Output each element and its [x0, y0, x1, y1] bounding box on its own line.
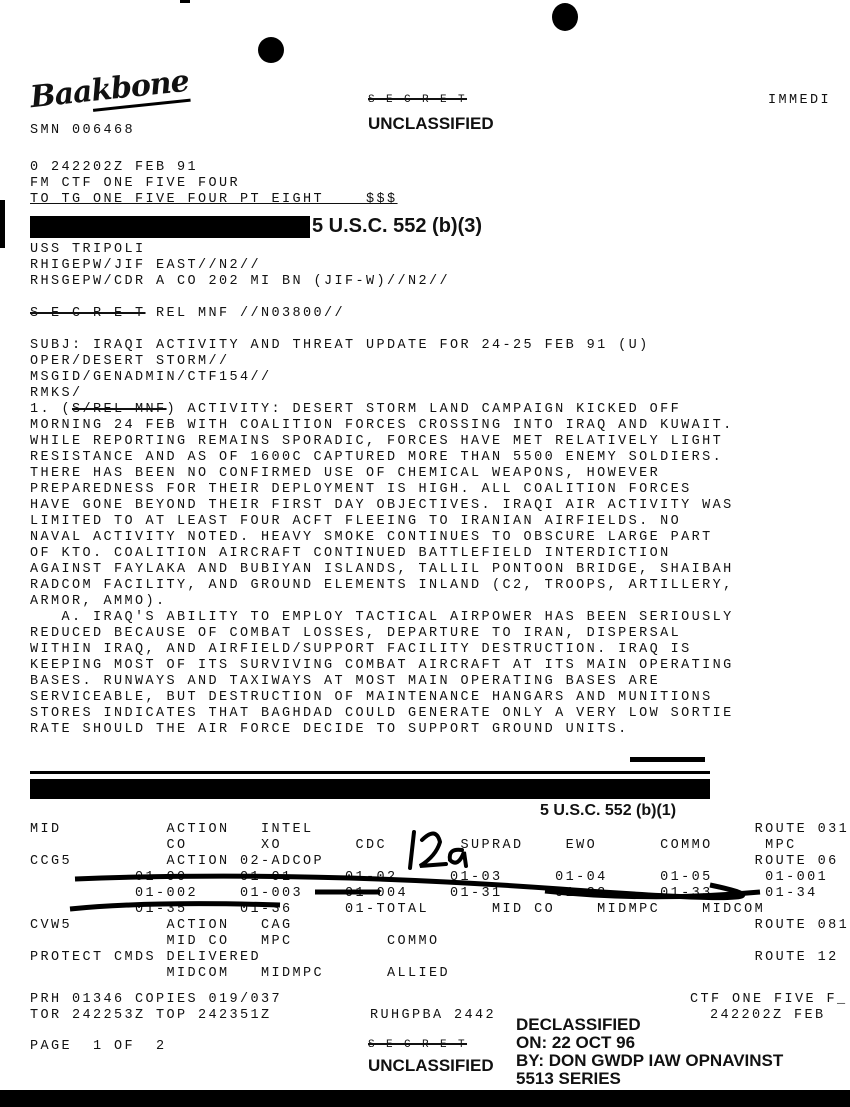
rmks-line: RMKS/: [30, 386, 83, 401]
footer-line: TOR 242253Z TOP 242351Z: [30, 1008, 272, 1023]
body-line: A. IRAQ'S ABILITY TO EMPLOY TACTICAL AIRPOWER HAS BEEN SERIOUSLY: [30, 610, 734, 625]
footer-dtg: 242202Z FEB: [710, 1008, 826, 1023]
serial-number: SMN 006468: [30, 123, 136, 138]
footer-line: PRH 01346 COPIES 019/037: [30, 992, 283, 1007]
addressee: RHIGEPW/JIF EAST//N2//: [30, 258, 262, 273]
exemption-b1: 5 U.S.C. 552 (b)(1): [540, 802, 677, 819]
strike-mark: [315, 891, 760, 897]
msgid-line: MSGID/GENADMIN/CTF154//: [30, 370, 272, 385]
para-first-line: ) ACTIVITY: DESERT STORM LAND CAMPAIGN KICKED OFF: [166, 402, 682, 417]
message-id: RUHGPBA 2442: [370, 1008, 497, 1023]
body-line: KEEPING MOST OF ITS SURVIVING COMBAT AIRCRAFT AT ITS MAIN OPERATING: [30, 658, 734, 673]
scan-edge: [0, 1090, 850, 1107]
body-line: RATE SHOULD THE AIR FORCE DECIDE TO SUPPORT GROUND UNITS.: [30, 722, 629, 737]
distribution-line: 01-35 01-36 01-TOTAL MID CO MIDMPC MIDCOM: [30, 902, 766, 917]
classification-label: UNCLASSIFIED: [368, 114, 494, 133]
declass-line: ON: 22 OCT 96: [516, 1033, 636, 1052]
body-line: LIMITED TO AT LEAST FOUR ACFT FLEEING TO IRANIAN AIRFIELDS. NO: [30, 514, 682, 529]
handwritten-logo: Baakbone: [28, 63, 191, 116]
body-line: MORNING 24 FEB WITH COALITION FORCES CROSSING INTO IRAQ AND KUWAIT.: [30, 418, 734, 433]
handwritten-stroke: [410, 832, 414, 868]
body-line: RADCOM FACILITY, AND GROUND ELEMENTS INLAND (C2, TROOPS, ARTILLERY,: [30, 578, 734, 593]
handwritten-stroke: [450, 850, 466, 866]
body-line: THERE HAS BEEN NO CONFIRMED USE OF CHEMICAL WEAPONS, HOWEVER: [30, 466, 661, 481]
strike-mark: [70, 904, 280, 909]
distribution-line: 01-00 01-01 01-02 01-03 01-04 01-05 01-001: [30, 870, 829, 885]
body-line: WHILE REPORTING REMAINS SPORADIC, FORCES HAVE MET RELATIVELY LIGHT: [30, 434, 724, 449]
body-line: STORES INDICATES THAT BAGHDAD COULD GENERATE ONLY A VERY LOW SORTIE: [30, 706, 734, 721]
footer-originator: CTF ONE FIVE F_: [690, 992, 848, 1007]
declass-line: 5513 SERIES: [516, 1069, 621, 1088]
distribution-line: CCG5 ACTION 02-ADCOP ROUTE 06: [30, 854, 839, 869]
routing-line: TO TG ONE FIVE FOUR PT EIGHT $$$: [30, 192, 398, 207]
declass-line: BY: DON GWDP IAW OPNAVINST: [516, 1051, 784, 1070]
body-line: RESISTANCE AND AS OF 1600C CAPTURED MORE THAN 5500 ENEMY SOLDIERS.: [30, 450, 724, 465]
handwritten-note-drawing: [410, 832, 466, 868]
distribution-line: MID CO MPC COMMO: [30, 934, 440, 949]
distribution-line: PROTECT CMDS DELIVERED ROUTE 12: [30, 950, 839, 965]
classification-struck: S E C R E T: [368, 94, 468, 106]
para-classification-struck: S/REL MNF: [72, 402, 167, 417]
classification-label: UNCLASSIFIED: [368, 1056, 494, 1075]
addressee: RHSGEPW/CDR A CO 202 MI BN (JIF-W)//N2//: [30, 274, 451, 289]
routing-line: FM CTF ONE FIVE FOUR: [30, 176, 241, 191]
release-struck: S E C R E T: [30, 306, 146, 321]
body-line: OF KTO. COALITION AIRCRAFT CONTINUED BATTLEFIELD INTERDICTION: [30, 546, 671, 561]
body-line: WITHIN IRAQ, AND AIRFIELD/SUPPORT FACILITY DESTRUCTION. IRAQ IS: [30, 642, 692, 657]
addressee: USS TRIPOLI: [30, 242, 146, 257]
distribution-line: CO XO CDC SUPRAD EWO COMMO MPC: [30, 838, 797, 853]
body-line: NAVAL ACTIVITY NOTED. HEAVY SMOKE CONTINUES TO OBSCURE LARGE PART: [30, 530, 713, 545]
body-line: REDUCED BECAUSE OF COMBAT LOSSES, DEPARTURE TO IRAN, DISPERSAL: [30, 626, 682, 641]
distribution-line: 01-002 01-003 01-004 01-31 01-32 01-33 01-34: [30, 886, 818, 901]
declass-line: DECLASSIFIED: [516, 1015, 641, 1034]
exemption-b3: 5 U.S.C. 552 (b)(3): [312, 215, 483, 237]
body-line: PREPAREDNESS FOR THEIR DEPLOYMENT IS HIGH. ALL COALITION FORCES: [30, 482, 692, 497]
para-prefix: 1. (: [30, 402, 73, 417]
distribution-line: MID ACTION INTEL ROUTE 031: [30, 822, 850, 837]
classification-struck: S E C R E T: [368, 1039, 468, 1051]
body-line: BASES. RUNWAYS AND TAXIWAYS AT MOST MAIN OPERATING BASES ARE: [30, 674, 661, 689]
body-line: AGAINST FAYLAKA AND BUBIYAN ISLANDS, TALLIL PONTOON BRIDGE, SHAIBAH: [30, 562, 734, 577]
handwritten-stroke: [420, 833, 446, 866]
distribution-line: CVW5 ACTION CAG ROUTE 081: [30, 918, 850, 933]
body-line: HAVE GONE BEYOND THEIR FIRST DAY OBJECTIVES. IRAQI AIR ACTIVITY WAS: [30, 498, 734, 513]
page-number: PAGE 1 OF 2: [30, 1039, 167, 1054]
routing-line: 0 242202Z FEB 91: [30, 160, 199, 175]
precedence: IMMEDI: [768, 93, 832, 108]
subject-line: SUBJ: IRAQI ACTIVITY AND THREAT UPDATE FOR 24-25 FEB 91 (U): [30, 338, 650, 353]
body-line: ARMOR, AMMO).: [30, 594, 167, 609]
distribution-line: MIDCOM MIDMPC ALLIED: [30, 966, 451, 981]
body-line: SERVICEABLE, BUT DESTRUCTION OF MAINTENANCE HANGARS AND MUNITIONS: [30, 690, 713, 705]
release-text: REL MNF //N03800//: [145, 306, 346, 321]
oper-line: OPER/DESERT STORM//: [30, 354, 230, 369]
